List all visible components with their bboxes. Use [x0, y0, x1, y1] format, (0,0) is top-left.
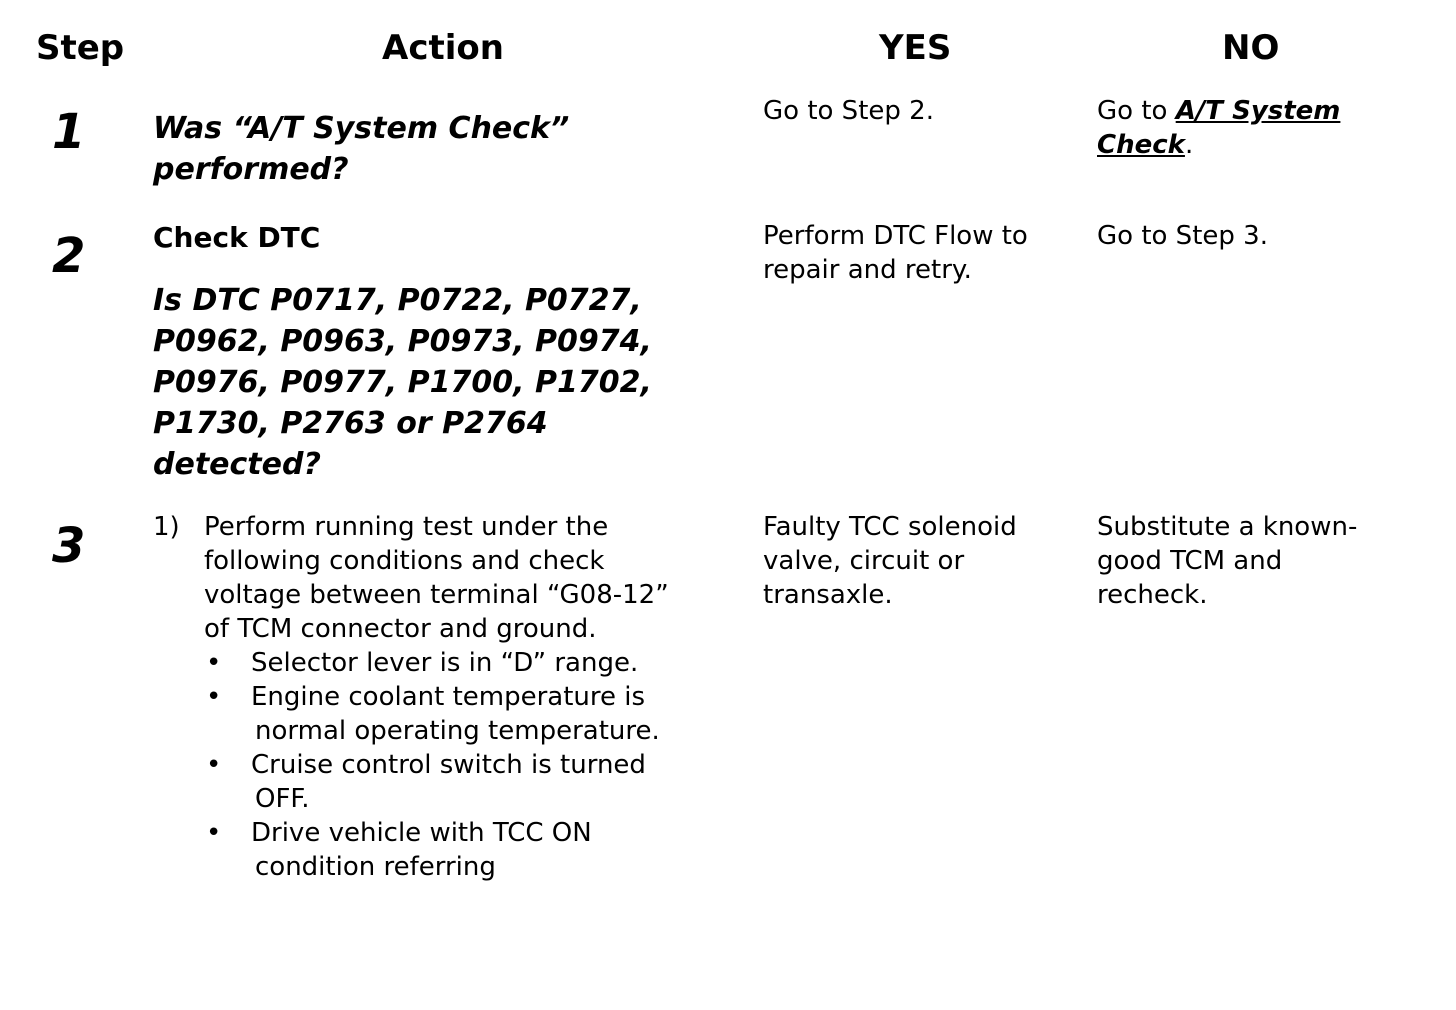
- yes-line: valve, circuit or: [763, 546, 965, 576]
- row2-question: [153, 280, 743, 485]
- question-line: detected?: [153, 447, 321, 482]
- bullet-text: Cruise control switch is turned: [251, 750, 646, 780]
- yes-line: Faulty TCC solenoid: [763, 512, 1017, 542]
- step-number-2: 2: [52, 228, 86, 284]
- question-line: Is DTC P0717, P0722, P0727,: [153, 283, 642, 318]
- bullet-text: Engine coolant temperature is: [251, 682, 646, 712]
- no-prefix: Go to: [1097, 96, 1176, 126]
- question-line: Was “A/T System Check”: [153, 111, 570, 146]
- bullet-icon: •: [206, 750, 222, 780]
- question-line: P0962, P0963, P0973, P0974,: [153, 324, 652, 359]
- header-step: Step: [36, 28, 125, 68]
- question-line: P0976, P0977, P1700, P1702,: [153, 365, 652, 400]
- row1-no: [1097, 94, 1437, 162]
- yes-line: transaxle.: [763, 580, 893, 610]
- item-line: following conditions and check: [204, 546, 605, 576]
- bullet-icon: •: [206, 648, 222, 678]
- row2-yes: [763, 219, 1083, 287]
- row2-no: [1097, 219, 1437, 253]
- item-line: Perform running test under the: [204, 512, 609, 542]
- yes-line: Go to Step 2.: [763, 96, 934, 126]
- row3-yes: [763, 510, 1083, 612]
- question-line: P1730, P2763 or P2764: [153, 406, 548, 441]
- row2-subtitle: Check DTC: [153, 221, 321, 254]
- row3-no: [1097, 510, 1437, 612]
- yes-line: repair and retry.: [763, 255, 972, 285]
- no-line: Substitute a known-: [1097, 512, 1358, 542]
- bullet-text: Selector lever is in “D” range.: [251, 648, 639, 678]
- bullet-text: condition referring: [255, 852, 496, 882]
- bullet-text: Drive vehicle with TCC ON: [251, 818, 592, 848]
- bullet-icon: •: [206, 682, 222, 712]
- no-suffix: .: [1184, 130, 1194, 160]
- step-number-1: 1: [52, 104, 86, 160]
- no-line: recheck.: [1097, 580, 1208, 610]
- item-line: voltage between terminal “G08-12”: [204, 580, 669, 610]
- at-system-check-link[interactable]: A/T System: [1175, 96, 1341, 126]
- bullet-icon: •: [206, 818, 222, 848]
- item-number: 1): [153, 512, 180, 542]
- no-line: good TCM and: [1097, 546, 1283, 576]
- question-line: performed?: [153, 152, 349, 187]
- yes-line: Perform DTC Flow to: [763, 221, 1028, 251]
- bullet-text: normal operating temperature.: [255, 716, 660, 746]
- step-number-3: 3: [52, 518, 86, 574]
- item-line: of TCM connector and ground.: [204, 614, 597, 644]
- header-no: NO: [1222, 28, 1280, 68]
- header-yes: YES: [879, 28, 952, 68]
- row1-yes: [763, 94, 1083, 128]
- bullet-text: OFF.: [255, 784, 310, 814]
- at-system-check-link[interactable]: Check: [1097, 130, 1185, 160]
- row1-question: [153, 108, 743, 190]
- header-action: Action: [382, 28, 504, 68]
- no-line: Go to Step 3.: [1097, 221, 1268, 251]
